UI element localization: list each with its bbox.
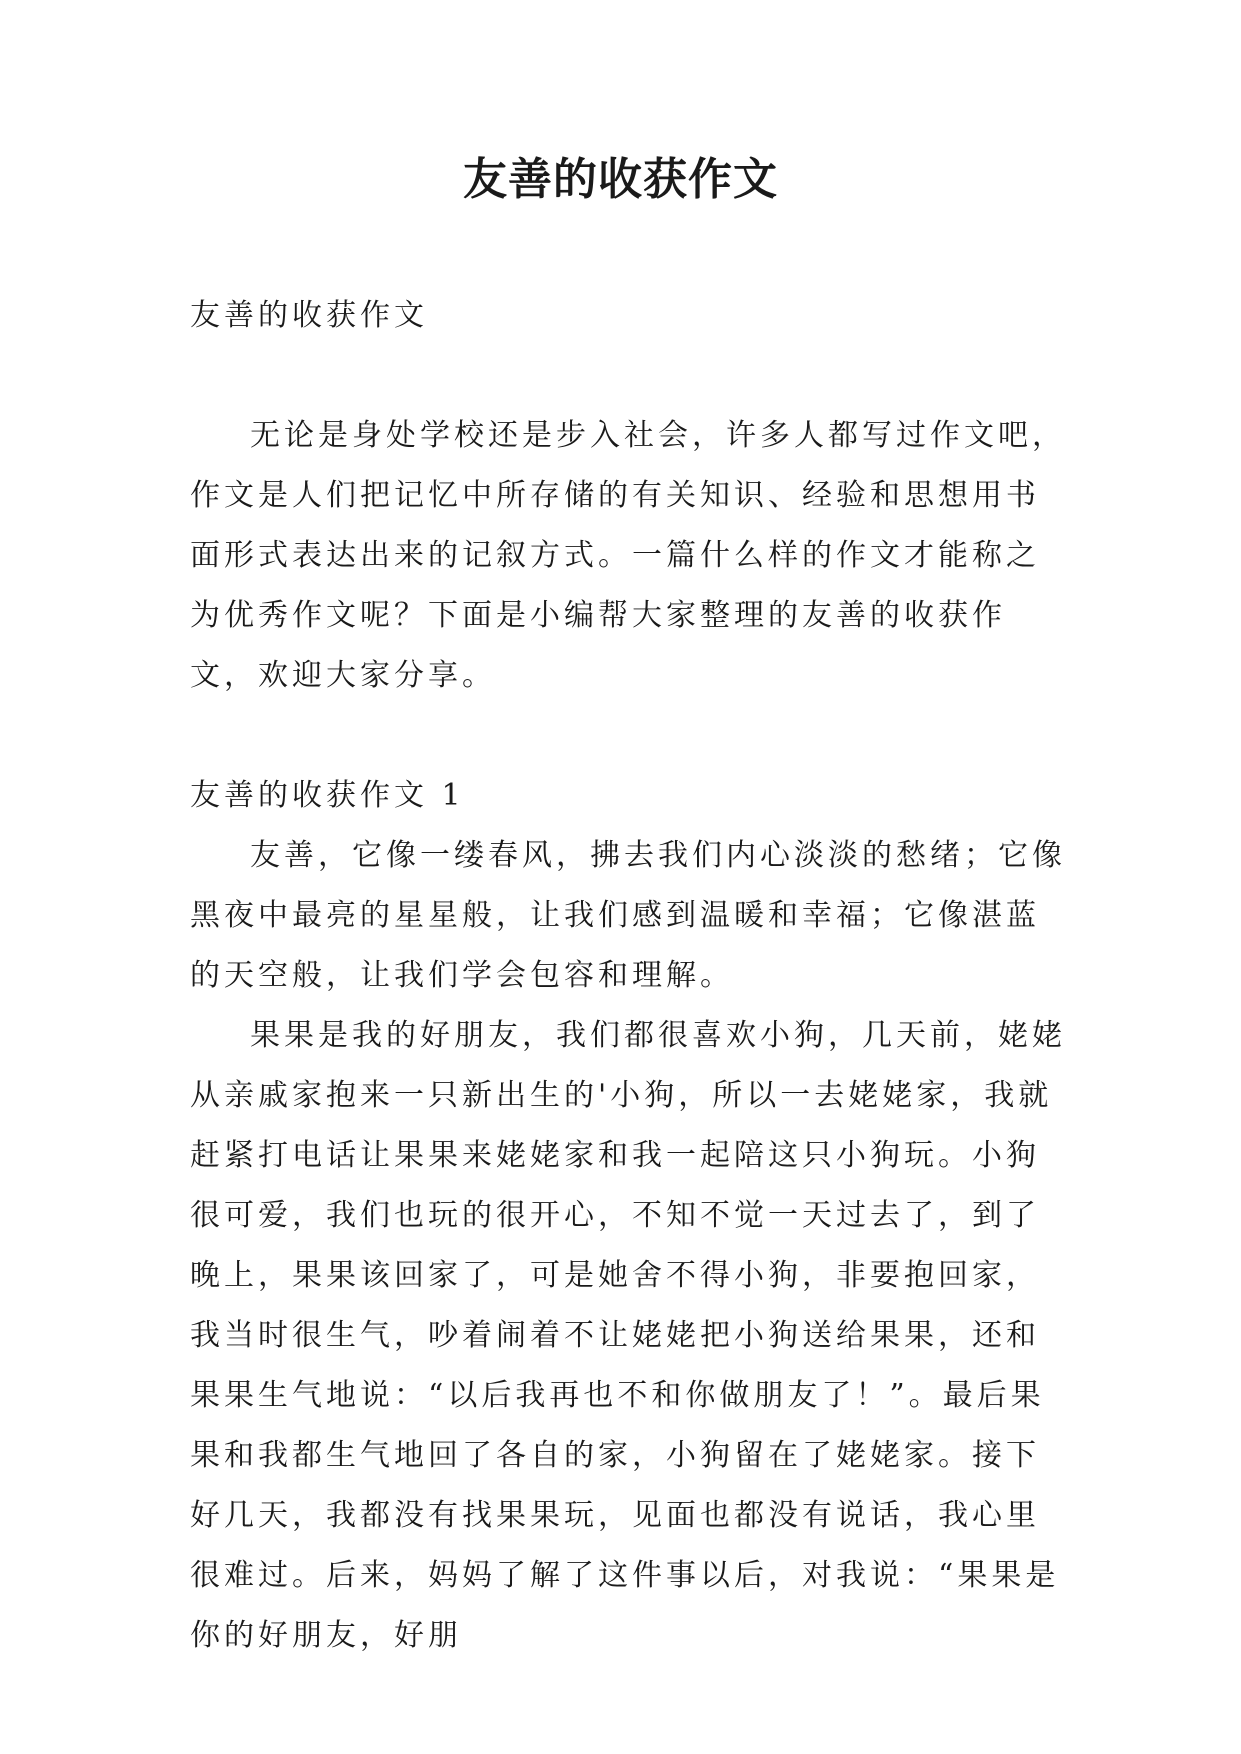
document-title: 友善的收获作文 (463, 154, 778, 205)
document-body (190, 286, 1070, 1666)
body-paragraph: 果果是我的好朋友，我们都很喜欢小狗，几天前，姥姥从亲戚家抱来一只新出生的'小狗，所以一去姥姥家，我就赶紧打电话让果果来姥姥家和我一起陪这只小狗玩。小狗很可爱，我们也玩的很开心，不知不觉一天过去了，到了晚上，果果该回家了，可是她舍不得小狗，非要抱回家，我当时很生气，吵着闹着不让姥姥把小狗送给果果，还和果果生气地说：“以后我再也不和你做朋友了！”。最后果果和我都生气地回了各自的家，小狗留在了姥姥家。接下好几天，我都没有找果果玩，见面也都没有说话，我心里很难过。后来，妈妈了解了这件事以后，对我说：“果果是你的好朋友，好朋 (190, 1018, 1066, 1653)
intro-paragraph: 无论是身处学校还是步入社会，许多人都写过作文吧，作文是人们把记忆中所存储的有关知识、经验和思想用书面形式表达出来的记叙方式。一篇什么样的作文才能称之为优秀作文呢？下面是小编帮大家整理的友善的收获作文，欢迎大家分享。 (190, 418, 1066, 693)
body-paragraph: 友善，它像一缕春风，拂去我们内心淡淡的愁绪；它像黑夜中最亮的星星般，让我们感到温暖和幸福；它像湛蓝的天空般，让我们学会包容和理解。 (190, 838, 1066, 993)
section-heading: 友善的收获作文 1 (190, 778, 465, 813)
document-subtitle: 友善的收获作文 (190, 298, 428, 333)
